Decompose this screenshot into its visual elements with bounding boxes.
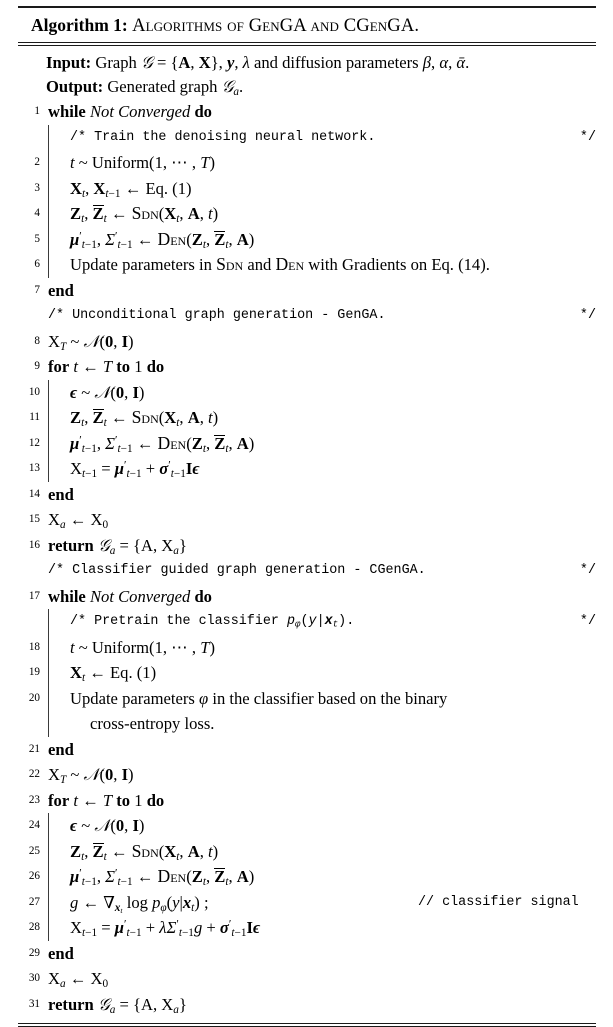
code-row-2 (34, 150, 596, 176)
line-number: 25 (28, 844, 40, 857)
loop-body-4 (28, 813, 596, 941)
code-text: t ~ Uniform(1, ⋯ , T) (70, 153, 215, 173)
code-text: return 𝒢$_a$ = {A, $X_a$} (48, 994, 187, 1016)
inline-comment: // classifier signal (418, 894, 579, 910)
code-row-7 (18, 278, 596, 304)
comment-text: /* Unconditional graph generation - GenGA. */ (48, 308, 596, 324)
line-number: 20 (28, 691, 40, 704)
code-row-11 (29, 405, 596, 431)
line-number: 27 (28, 895, 40, 908)
input-line: Input: Graph 𝒢 = {A, X}, y, λ and diffusion parameters β, α, ᾱ. (46, 53, 470, 73)
comment-text: /* Classifier guided graph generation - CGenGA. */ (48, 563, 596, 579)
line-number: 19 (28, 666, 40, 679)
code-row-14 (18, 482, 596, 508)
comment-text: /* Pretrain the classifier $p_\varphi(y|x_t)$. */ (70, 614, 596, 630)
code-text: $X_t$, $X_{t-1}$ ← Eq. (1) (70, 178, 192, 200)
line-number: 16 (28, 538, 40, 551)
code-row-4 (34, 201, 596, 227)
code-row-12 (28, 431, 596, 457)
code-row-22 (18, 762, 596, 788)
code-text: $X_t$ ← Eq. (1) (70, 663, 157, 685)
code-row-16 (18, 533, 596, 559)
line-number: 7 (34, 283, 40, 296)
code-text: $\mu'_{t-1}$, $\Sigma'_{t-1}$ ← $Den(Z_t$, $Z_t$, A) (70, 228, 255, 251)
code-text: Update parameters in Sdn and Den with Gradients on Eq. (14). (70, 254, 490, 275)
code-text: $Z_t$, $Z_t$ ← $Sdn(X_t$, A, t) (70, 203, 219, 226)
line-number: 9 (34, 360, 40, 373)
line-number: 28 (28, 921, 40, 934)
bottom-rule (18, 1023, 596, 1027)
line-number: 12 (28, 436, 40, 449)
code-text: $Z_t$, $Z_t$ ← $Sdn(X_t$, A, t) (70, 407, 219, 430)
algorithm-block (18, 6, 596, 1027)
code-text: end (48, 484, 74, 504)
code-text: $X_T$ ~ 𝒩(0, I) (48, 331, 134, 353)
output-label: Output: (46, 77, 104, 97)
code-row-25 (28, 839, 596, 865)
code-row-10 (28, 380, 596, 406)
code-row-3 (34, 176, 596, 202)
caption-label: Algorithm 1: (31, 15, 128, 35)
code-row-31 (18, 992, 596, 1018)
code-text: while Not Converged do (48, 102, 212, 122)
line-number: 8 (34, 334, 40, 347)
line-number: 30 (28, 972, 40, 985)
algorithm-caption (18, 8, 596, 42)
loop-body-2 (28, 380, 596, 482)
code-row-30 (18, 966, 596, 992)
code-text: g ← $\nabla_{x_t}$ $\log p_\varphi(y|x_t)$ ; // classifier signal (48, 890, 596, 916)
line-number: 5 (34, 232, 40, 245)
code-text: $X_a$ ← $X_0$ (48, 510, 109, 532)
comment-row-pretrain (48, 609, 596, 635)
code-text: $X_{t-1} = \mu'_{t-1} + \lambda\Sigma'_{t-1}g + \sigma'_{t-1}I\epsilon$ (70, 918, 261, 940)
code-text: t ~ Uniform(1, ⋯ , T) (70, 637, 215, 657)
comment-row-train (48, 125, 596, 151)
line-number: 24 (28, 819, 40, 832)
line-number: 15 (28, 513, 40, 526)
code-text: return 𝒢$_a$ = {A, $X_a$} (48, 535, 187, 557)
code-row-9 (18, 354, 596, 380)
line-number: 26 (28, 870, 40, 883)
line-number: 4 (34, 207, 40, 220)
code-text: $\mu'_{t-1}$, $\Sigma'_{t-1}$ ← $Den(Z_t$, $Z_t$, A) (70, 866, 255, 889)
code-text: end (48, 280, 74, 300)
comment-row-classifier (18, 558, 596, 584)
line-number: 3 (34, 181, 40, 194)
line-number: 13 (28, 462, 40, 475)
code-row-27 (28, 890, 596, 916)
code-row-17 (18, 584, 596, 610)
code-row-26 (28, 864, 596, 890)
line-number: 17 (28, 589, 40, 602)
code-row-28 (28, 915, 596, 941)
code-row-8 (18, 329, 596, 355)
code-text: for t ← T to 1 do (48, 357, 165, 377)
code-text: $X_a$ ← $X_0$ (48, 969, 109, 991)
code-row-21 (18, 737, 596, 763)
loop-body-1 (34, 125, 596, 278)
line-number: 22 (28, 768, 40, 781)
code-row-15 (18, 507, 596, 533)
code-text: Update parameters φ in the classifier based on the binary cross-entropy loss. (70, 688, 448, 734)
line-number: 10 (28, 385, 40, 398)
code-row-6 (34, 252, 596, 278)
code-row-23 (18, 788, 596, 814)
code-text: $Z_t$, $Z_t$ ← $Sdn(X_t$, A, t) (70, 840, 219, 863)
code-row-5 (34, 227, 596, 253)
code-text: for t ← T to 1 do (48, 790, 165, 810)
line-number: 2 (34, 156, 40, 169)
code-row-29 (18, 941, 596, 967)
line-number: 21 (28, 742, 40, 755)
code-row-20 (28, 686, 596, 737)
code-text: end (48, 943, 74, 963)
code-text: $X_T$ ~ 𝒩(0, I) (48, 765, 134, 787)
code-text: $\mu'_{t-1}$, $\Sigma'_{t-1}$ ← $Den(Z_t$, $Z_t$, A) (70, 432, 255, 455)
line-number: 6 (34, 258, 40, 271)
line-number: 29 (28, 946, 40, 959)
output-line: Output: Generated graph 𝒢$_a$. (46, 77, 244, 99)
code-text: $X_{t-1} = \mu'_{t-1} + \sigma'_{t-1}I\epsilon$ (70, 459, 200, 481)
line-number: 11 (29, 411, 40, 424)
code-row-13 (28, 456, 596, 482)
caption-title: Algorithms of GenGA and CGenGA. (132, 15, 420, 36)
line-number: 31 (28, 997, 40, 1010)
line-number: 18 (28, 640, 40, 653)
code-row-24 (28, 813, 596, 839)
line-number: 1 (34, 105, 40, 118)
comment-text: /* Train the denoising neural network. */ (70, 129, 596, 145)
code-row-18 (28, 635, 596, 661)
code-text: end (48, 739, 74, 759)
line-number: 14 (28, 487, 40, 500)
code-row-19 (28, 660, 596, 686)
code-row-1 (18, 99, 596, 125)
comment-row-unconditional (18, 303, 596, 329)
code-text: ϵ ~ 𝒩(0, I) (70, 382, 145, 402)
loop-body-3 (28, 609, 596, 737)
input-label: Input: (46, 53, 92, 73)
code-text: ϵ ~ 𝒩(0, I) (70, 816, 145, 836)
algorithm-body (18, 46, 596, 1023)
line-number: 23 (28, 793, 40, 806)
code-text: while Not Converged do (48, 586, 212, 606)
